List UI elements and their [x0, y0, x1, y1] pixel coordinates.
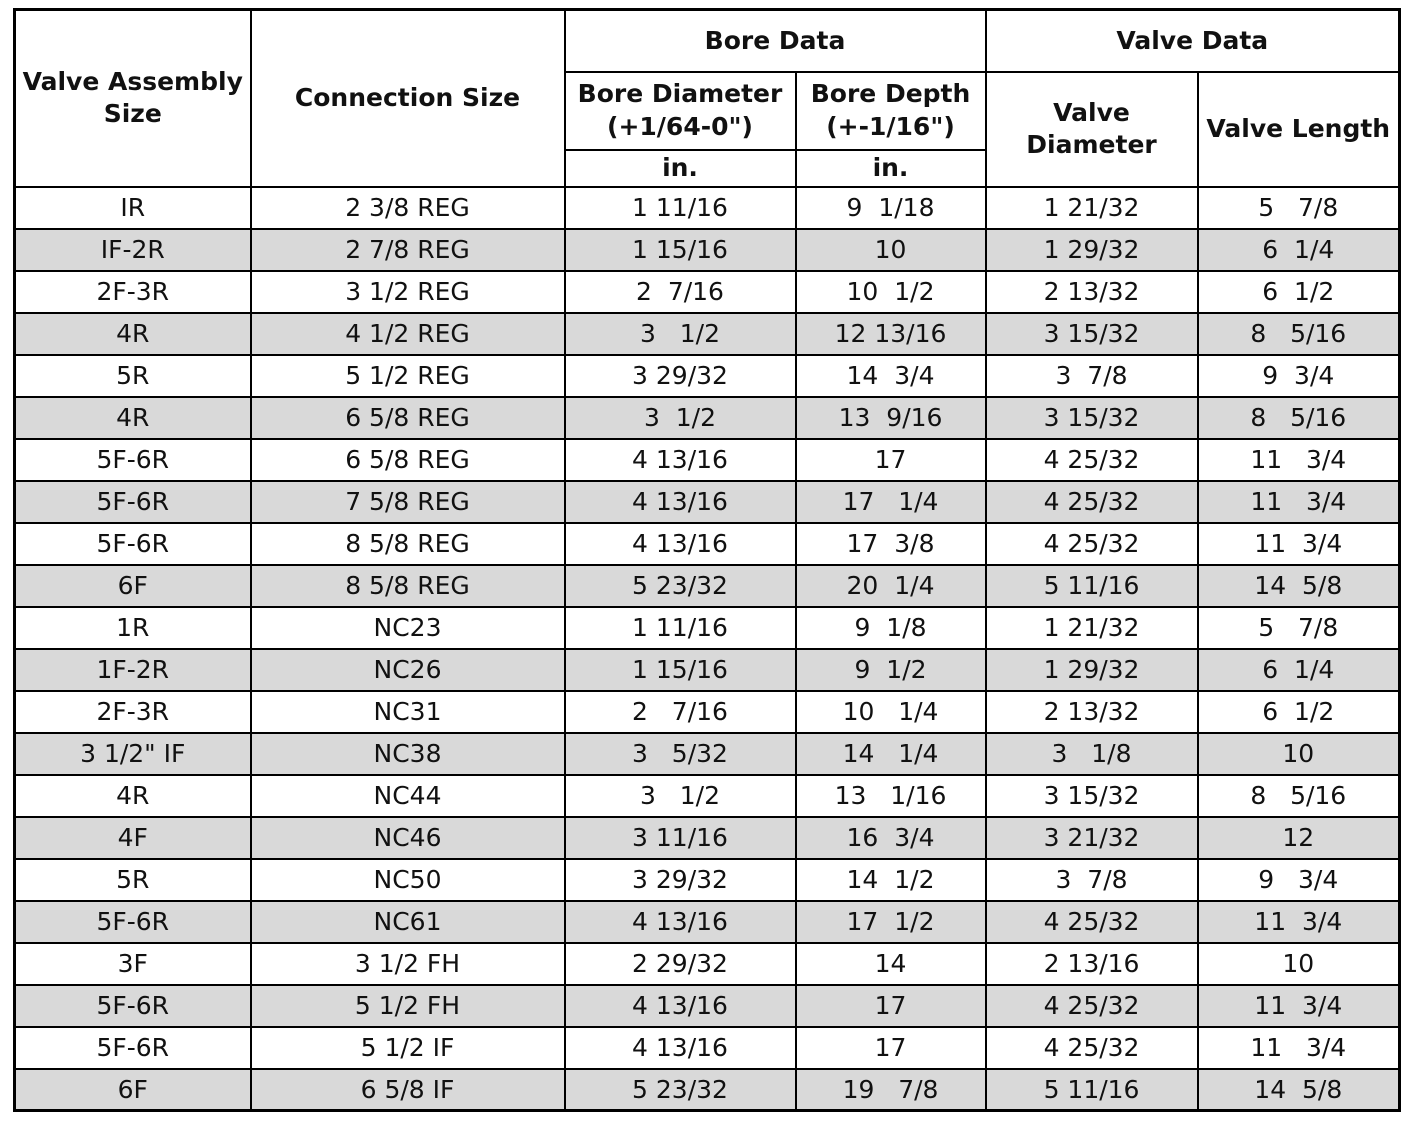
- table-row: [15, 1069, 1400, 1111]
- cell-valve-diameter: 2 13/32: [986, 691, 1198, 733]
- cell-bore-diameter: 4 13/16: [565, 1027, 796, 1069]
- cell-valve-length: 11 3/4: [1198, 901, 1400, 943]
- cell-valve-length: 10: [1198, 733, 1400, 775]
- cell-valve-length: 8 5/16: [1198, 313, 1400, 355]
- cell-connection-size: 4 1/2 REG: [251, 313, 565, 355]
- cell-valve-length: 14 5/8: [1198, 1069, 1400, 1111]
- cell-valve-diameter: 5 11/16: [986, 565, 1198, 607]
- cell-valve-diameter: 1 21/32: [986, 607, 1198, 649]
- cell-valve-assembly-size: 4R: [15, 313, 251, 355]
- cell-valve-assembly-size: 5F-6R: [15, 439, 251, 481]
- cell-connection-size: NC38: [251, 733, 565, 775]
- header-bore-diameter: Bore Diameter (+1/64-0"): [565, 72, 796, 150]
- table-row: [15, 607, 1400, 649]
- table-row: [15, 481, 1400, 523]
- cell-connection-size: NC44: [251, 775, 565, 817]
- cell-bore-depth: 13 9/16: [796, 397, 986, 439]
- cell-bore-depth: 14 1/4: [796, 733, 986, 775]
- cell-bore-diameter: 1 11/16: [565, 607, 796, 649]
- cell-valve-length: 10: [1198, 943, 1400, 985]
- cell-bore-depth: 20 1/4: [796, 565, 986, 607]
- cell-bore-depth: 14: [796, 943, 986, 985]
- cell-bore-diameter: 4 13/16: [565, 901, 796, 943]
- table-row: [15, 985, 1400, 1027]
- cell-connection-size: 2 7/8 REG: [251, 229, 565, 271]
- header-connection-size: Connection Size: [251, 10, 565, 187]
- table-row: [15, 901, 1400, 943]
- table-row: [15, 775, 1400, 817]
- cell-bore-diameter: 2 7/16: [565, 691, 796, 733]
- cell-connection-size: 3 1/2 REG: [251, 271, 565, 313]
- cell-valve-diameter: 4 25/32: [986, 439, 1198, 481]
- cell-connection-size: NC23: [251, 607, 565, 649]
- cell-valve-diameter: 4 25/32: [986, 481, 1198, 523]
- table-row: [15, 817, 1400, 859]
- cell-connection-size: 7 5/8 REG: [251, 481, 565, 523]
- cell-bore-diameter: 1 11/16: [565, 187, 796, 229]
- cell-bore-diameter: 3 5/32: [565, 733, 796, 775]
- cell-valve-diameter: 2 13/16: [986, 943, 1198, 985]
- cell-valve-diameter: 5 11/16: [986, 1069, 1198, 1111]
- cell-valve-length: 14 5/8: [1198, 565, 1400, 607]
- cell-valve-diameter: 3 15/32: [986, 397, 1198, 439]
- cell-connection-size: NC50: [251, 859, 565, 901]
- cell-bore-diameter: 1 15/16: [565, 649, 796, 691]
- cell-bore-diameter: 4 13/16: [565, 439, 796, 481]
- cell-valve-assembly-size: 5F-6R: [15, 1027, 251, 1069]
- cell-valve-length: 9 3/4: [1198, 859, 1400, 901]
- cell-valve-length: 6 1/2: [1198, 271, 1400, 313]
- table-row: [15, 1027, 1400, 1069]
- table-row: [15, 229, 1400, 271]
- cell-valve-diameter: 1 21/32: [986, 187, 1198, 229]
- cell-valve-length: 8 5/16: [1198, 775, 1400, 817]
- cell-bore-diameter: 3 11/16: [565, 817, 796, 859]
- cell-valve-diameter: 3 15/32: [986, 775, 1198, 817]
- cell-bore-diameter: 3 1/2: [565, 775, 796, 817]
- cell-valve-assembly-size: 2F-3R: [15, 271, 251, 313]
- cell-bore-diameter: 3 1/2: [565, 313, 796, 355]
- table-row: [15, 271, 1400, 313]
- header-valve-assembly-size: Valve Assembly Size: [15, 10, 251, 187]
- cell-bore-depth: 10: [796, 229, 986, 271]
- cell-connection-size: NC26: [251, 649, 565, 691]
- table-row: [15, 397, 1400, 439]
- cell-valve-assembly-size: 5F-6R: [15, 523, 251, 565]
- cell-valve-diameter: 2 13/32: [986, 271, 1198, 313]
- table-row: [15, 691, 1400, 733]
- cell-bore-depth: 14 1/2: [796, 859, 986, 901]
- cell-bore-depth: 9 1/2: [796, 649, 986, 691]
- cell-valve-diameter: 1 29/32: [986, 649, 1198, 691]
- cell-bore-depth: 9 1/8: [796, 607, 986, 649]
- cell-valve-assembly-size: 5F-6R: [15, 901, 251, 943]
- cell-bore-depth: 10 1/4: [796, 691, 986, 733]
- cell-bore-depth: 9 1/18: [796, 187, 986, 229]
- header-valve-diameter: Valve Diameter: [986, 72, 1198, 187]
- cell-valve-length: 11 3/4: [1198, 439, 1400, 481]
- table-row: [15, 649, 1400, 691]
- cell-bore-depth: 14 3/4: [796, 355, 986, 397]
- cell-bore-diameter: 4 13/16: [565, 523, 796, 565]
- table-row: [15, 313, 1400, 355]
- cell-bore-diameter: 5 23/32: [565, 565, 796, 607]
- table-row: [15, 523, 1400, 565]
- cell-bore-depth: 17 1/4: [796, 481, 986, 523]
- table-row: [15, 565, 1400, 607]
- cell-valve-length: 11 3/4: [1198, 1027, 1400, 1069]
- cell-connection-size: 5 1/2 FH: [251, 985, 565, 1027]
- table-row: [15, 859, 1400, 901]
- cell-bore-depth: 10 1/2: [796, 271, 986, 313]
- cell-valve-diameter: 1 29/32: [986, 229, 1198, 271]
- cell-bore-depth: 17: [796, 985, 986, 1027]
- cell-valve-length: 12: [1198, 817, 1400, 859]
- cell-connection-size: 5 1/2 IF: [251, 1027, 565, 1069]
- cell-valve-diameter: 4 25/32: [986, 1027, 1198, 1069]
- cell-bore-depth: 17 3/8: [796, 523, 986, 565]
- cell-valve-length: 6 1/4: [1198, 649, 1400, 691]
- cell-connection-size: NC31: [251, 691, 565, 733]
- cell-valve-diameter: 3 1/8: [986, 733, 1198, 775]
- cell-bore-diameter: 1 15/16: [565, 229, 796, 271]
- cell-valve-length: 11 3/4: [1198, 481, 1400, 523]
- cell-valve-diameter: 4 25/32: [986, 985, 1198, 1027]
- cell-valve-assembly-size: 5F-6R: [15, 481, 251, 523]
- cell-connection-size: 8 5/8 REG: [251, 523, 565, 565]
- cell-valve-assembly-size: IR: [15, 187, 251, 229]
- cell-valve-length: 6 1/4: [1198, 229, 1400, 271]
- cell-valve-diameter: 3 7/8: [986, 859, 1198, 901]
- cell-bore-depth: 17: [796, 1027, 986, 1069]
- cell-valve-assembly-size: 2F-3R: [15, 691, 251, 733]
- table-row: [15, 943, 1400, 985]
- header-valve-length: Valve Length: [1198, 72, 1400, 187]
- cell-valve-assembly-size: 6F: [15, 565, 251, 607]
- table-body: [15, 187, 1400, 1111]
- cell-valve-length: 11 3/4: [1198, 523, 1400, 565]
- cell-connection-size: 8 5/8 REG: [251, 565, 565, 607]
- cell-bore-diameter: 3 1/2: [565, 397, 796, 439]
- cell-valve-length: 5 7/8: [1198, 187, 1400, 229]
- cell-bore-diameter: 3 29/32: [565, 355, 796, 397]
- cell-valve-assembly-size: 4R: [15, 397, 251, 439]
- cell-connection-size: 6 5/8 REG: [251, 439, 565, 481]
- cell-connection-size: NC61: [251, 901, 565, 943]
- header-valve-data: Valve Data: [986, 10, 1400, 72]
- cell-valve-assembly-size: IF-2R: [15, 229, 251, 271]
- cell-valve-length: 8 5/16: [1198, 397, 1400, 439]
- cell-valve-assembly-size: 1F-2R: [15, 649, 251, 691]
- cell-bore-depth: 13 1/16: [796, 775, 986, 817]
- cell-valve-assembly-size: 1R: [15, 607, 251, 649]
- cell-connection-size: NC46: [251, 817, 565, 859]
- cell-valve-diameter: 3 7/8: [986, 355, 1198, 397]
- cell-bore-depth: 17 1/2: [796, 901, 986, 943]
- cell-connection-size: 6 5/8 IF: [251, 1069, 565, 1111]
- cell-connection-size: 6 5/8 REG: [251, 397, 565, 439]
- cell-bore-diameter: 2 29/32: [565, 943, 796, 985]
- cell-connection-size: 3 1/2 FH: [251, 943, 565, 985]
- cell-valve-length: 11 3/4: [1198, 985, 1400, 1027]
- cell-connection-size: 5 1/2 REG: [251, 355, 565, 397]
- cell-valve-length: 6 1/2: [1198, 691, 1400, 733]
- cell-valve-assembly-size: 4F: [15, 817, 251, 859]
- cell-bore-depth: 19 7/8: [796, 1069, 986, 1111]
- cell-valve-length: 5 7/8: [1198, 607, 1400, 649]
- cell-bore-diameter: 2 7/16: [565, 271, 796, 313]
- table-row: [15, 187, 1400, 229]
- header-bore-data: Bore Data: [565, 10, 986, 72]
- table-row: [15, 439, 1400, 481]
- cell-valve-diameter: 3 15/32: [986, 313, 1198, 355]
- cell-valve-diameter: 4 25/32: [986, 901, 1198, 943]
- cell-bore-diameter: 3 29/32: [565, 859, 796, 901]
- table-row: [15, 355, 1400, 397]
- cell-bore-depth: 17: [796, 439, 986, 481]
- cell-valve-assembly-size: 6F: [15, 1069, 251, 1111]
- cell-bore-diameter: 5 23/32: [565, 1069, 796, 1111]
- valve-data-table: [13, 8, 1401, 1112]
- cell-valve-assembly-size: 4R: [15, 775, 251, 817]
- cell-valve-diameter: 4 25/32: [986, 523, 1198, 565]
- cell-valve-length: 9 3/4: [1198, 355, 1400, 397]
- unit-bore-diameter: in.: [565, 150, 796, 187]
- cell-connection-size: 2 3/8 REG: [251, 187, 565, 229]
- header-bore-depth: Bore Depth (+-1/16"): [796, 72, 986, 150]
- cell-valve-assembly-size: 3 1/2" IF: [15, 733, 251, 775]
- cell-bore-depth: 12 13/16: [796, 313, 986, 355]
- cell-valve-assembly-size: 5F-6R: [15, 985, 251, 1027]
- cell-bore-depth: 16 3/4: [796, 817, 986, 859]
- cell-bore-diameter: 4 13/16: [565, 985, 796, 1027]
- table-row: [15, 733, 1400, 775]
- cell-bore-diameter: 4 13/16: [565, 481, 796, 523]
- cell-valve-assembly-size: 5R: [15, 859, 251, 901]
- cell-valve-assembly-size: 3F: [15, 943, 251, 985]
- unit-bore-depth: in.: [796, 150, 986, 187]
- cell-valve-assembly-size: 5R: [15, 355, 251, 397]
- cell-valve-diameter: 3 21/32: [986, 817, 1198, 859]
